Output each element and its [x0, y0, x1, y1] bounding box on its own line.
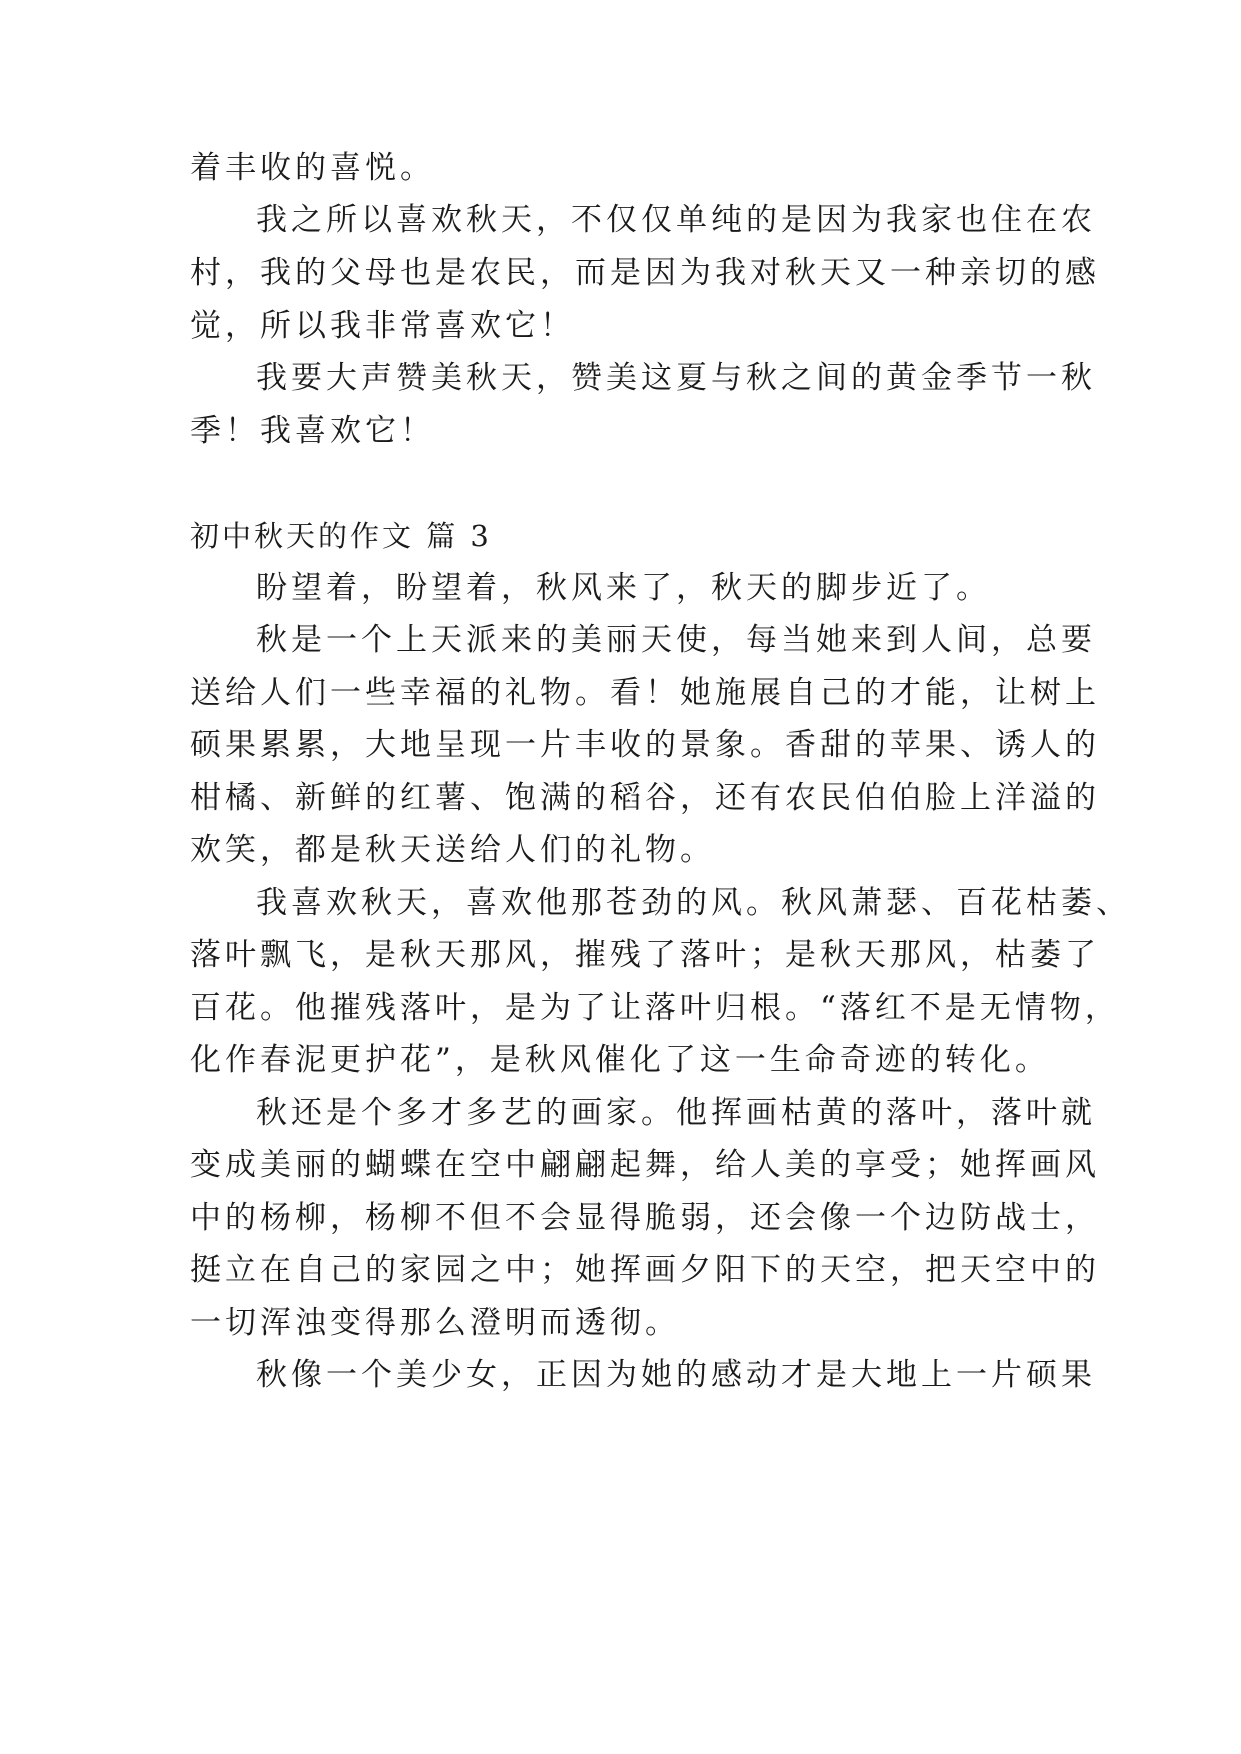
section-heading: 初中秋天的作文 篇 3 [190, 519, 492, 553]
paragraph-line: 硕果累累，大地呈现一片丰收的景象。香甜的苹果、诱人的 [190, 727, 1100, 763]
paragraph-line: 我之所以喜欢秋天，不仅仅单纯的是因为我家也住在农 [256, 202, 1096, 238]
paragraph-line: 变成美丽的蝴蝶在空中翩翩起舞，给人美的享受；她挥画风 [190, 1147, 1100, 1183]
paragraph-line: 中的杨柳，杨柳不但不会显得脆弱，还会像一个边防战士， [190, 1200, 1100, 1236]
paragraph-line: 一切浑浊变得那么澄明而透彻。 [190, 1305, 680, 1341]
paragraph-line: 着丰收的喜悦。 [190, 150, 435, 186]
paragraph-line: 我喜欢秋天，喜欢他那苍劲的风。秋风萧瑟、百花枯萎、 [256, 885, 1131, 921]
paragraph-line: 百花。他摧残落叶，是为了让落叶归根。“落红不是无情物， [190, 990, 1120, 1026]
paragraph-line: 秋像一个美少女，正因为她的感动才是大地上一片硕果 [256, 1357, 1096, 1393]
paragraph-line: 我要大声赞美秋天，赞美这夏与秋之间的黄金季节一秋 [256, 360, 1096, 396]
paragraph-line: 挺立在自己的家园之中；她挥画夕阳下的天空，把天空中的 [190, 1252, 1100, 1288]
paragraph-line: 秋是一个上天派来的美丽天使，每当她来到人间，总要 [256, 622, 1096, 658]
paragraph-line: 柑橘、新鲜的红薯、饱满的稻谷，还有农民伯伯脸上洋溢的 [190, 780, 1100, 816]
paragraph-line: 季！我喜欢它！ [190, 413, 435, 449]
paragraph-line: 盼望着，盼望着，秋风来了，秋天的脚步近了。 [256, 570, 991, 606]
paragraph-line: 秋还是个多才多艺的画家。他挥画枯黄的落叶，落叶就 [256, 1095, 1096, 1131]
paragraph-line: 村，我的父母也是农民，而是因为我对秋天又一种亲切的感 [190, 255, 1100, 291]
paragraph-line: 化作春泥更护花”，是秋风催化了这一生命奇迹的转化。 [190, 1042, 1050, 1078]
paragraph-line: 落叶飘飞，是秋天那风，摧残了落叶；是秋天那风，枯萎了 [190, 937, 1100, 973]
paragraph-line: 送给人们一些幸福的礼物。看！她施展自己的才能，让树上 [190, 675, 1100, 711]
paragraph-line: 觉，所以我非常喜欢它！ [190, 308, 575, 344]
paragraph-line: 欢笑，都是秋天送给人们的礼物。 [190, 832, 715, 868]
